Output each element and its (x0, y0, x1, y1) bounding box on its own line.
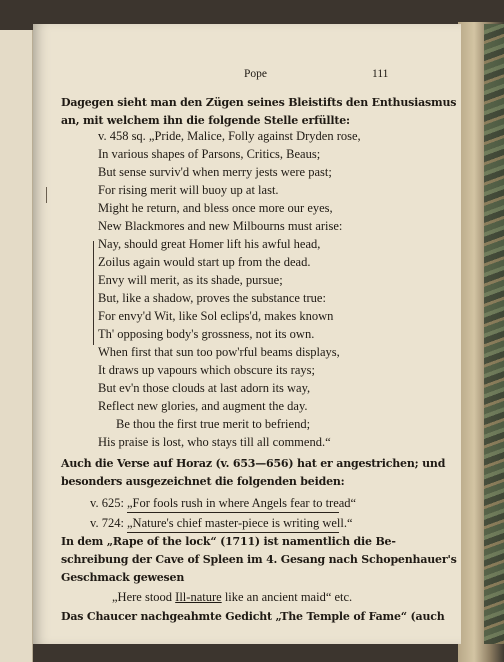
underlined-word: Ill-nature (175, 590, 222, 604)
body-line: besonders ausgezeichnet die folgenden beiden: (61, 475, 345, 488)
quote-line: For envy'd Wit, like Sol eclips'd, makes known (98, 309, 334, 323)
verse-ref-text: „Nature's chief master-piece is writing well.“ (127, 516, 353, 530)
body-line: Auch die Verse auf Horaz (v. 653—656) hat er angestrichen; und (61, 457, 446, 470)
body-line: schreibung der Cave of Spleen im 4. Gesang nach Schopenhauer's (61, 553, 457, 566)
marbled-cover (484, 24, 504, 644)
left-page-edge (0, 30, 33, 662)
body-line: Das Chaucer nachgeahmte Gedicht „The Temple of Fame“ (auch (61, 610, 445, 623)
body-line: In dem „Rape of the lock“ (1711) ist namentlich die Be- (61, 535, 396, 548)
quote-line: But, like a shadow, proves the substance true: (98, 291, 326, 305)
margin-mark (46, 187, 47, 203)
quote-line: But ev'n those clouds at last adorn its way, (98, 381, 311, 395)
quote-line: v. 458 sq. „Pride, Malice, Folly against Dryden rose, (98, 129, 361, 143)
quote-line: New Blackmores and new Milbourns must arise: (98, 219, 343, 233)
verse-ref-text: „For fools rush in where Angels fear to tread“ (127, 496, 357, 510)
quote-line: Be thou the first true merit to befriend; (116, 417, 311, 431)
quote-line: His praise is lost, who stays till all commend.“ (98, 435, 331, 449)
body-line: Geschmack gewesen (61, 571, 185, 584)
quote-line: Th' opposing body's grossness, not its own. (98, 327, 315, 341)
pencil-sideline (93, 241, 94, 345)
quote-line: But sense surviv'd when merry jests were past; (98, 165, 332, 179)
quote-line: Reflect new glories, and augment the day. (98, 399, 308, 413)
intro-line: an, mit welchem ihn die folgende Stelle erfüllte: (61, 114, 350, 127)
quote-line: Might he return, and bless once more our eyes, (98, 201, 333, 215)
quote-line: When first that sun too pow'rful beams displays, (98, 345, 340, 359)
quote-line: In various shapes of Parsons, Critics, Beaus; (98, 147, 321, 161)
quote-line: Envy will merit, as its shade, pursue; (98, 273, 283, 287)
running-head: Pope (244, 68, 267, 80)
quote-line: It draws up vapours which obscure its rays; (98, 363, 315, 377)
page-number: 111 (372, 68, 389, 80)
quote-line-here-stood (112, 590, 352, 605)
quote-segment: „Here stood (112, 590, 176, 604)
quote-segment: like an ancient maid“ etc. (221, 590, 353, 604)
quote-line: Nay, should great Homer lift his awful head, (98, 237, 321, 251)
quote-line: For rising merit will buoy up at last. (98, 183, 279, 197)
pencil-underline (127, 532, 339, 533)
quote-line: Zoilus again would start up from the dead. (98, 255, 311, 269)
verse-ref-label: v. 625: (90, 496, 124, 510)
intro-line: Dagegen sieht man den Zügen seines Bleistifts den Enthusiasmus (61, 96, 457, 109)
pencil-underline (127, 512, 339, 513)
verse-ref-label: v. 724: (90, 516, 124, 530)
